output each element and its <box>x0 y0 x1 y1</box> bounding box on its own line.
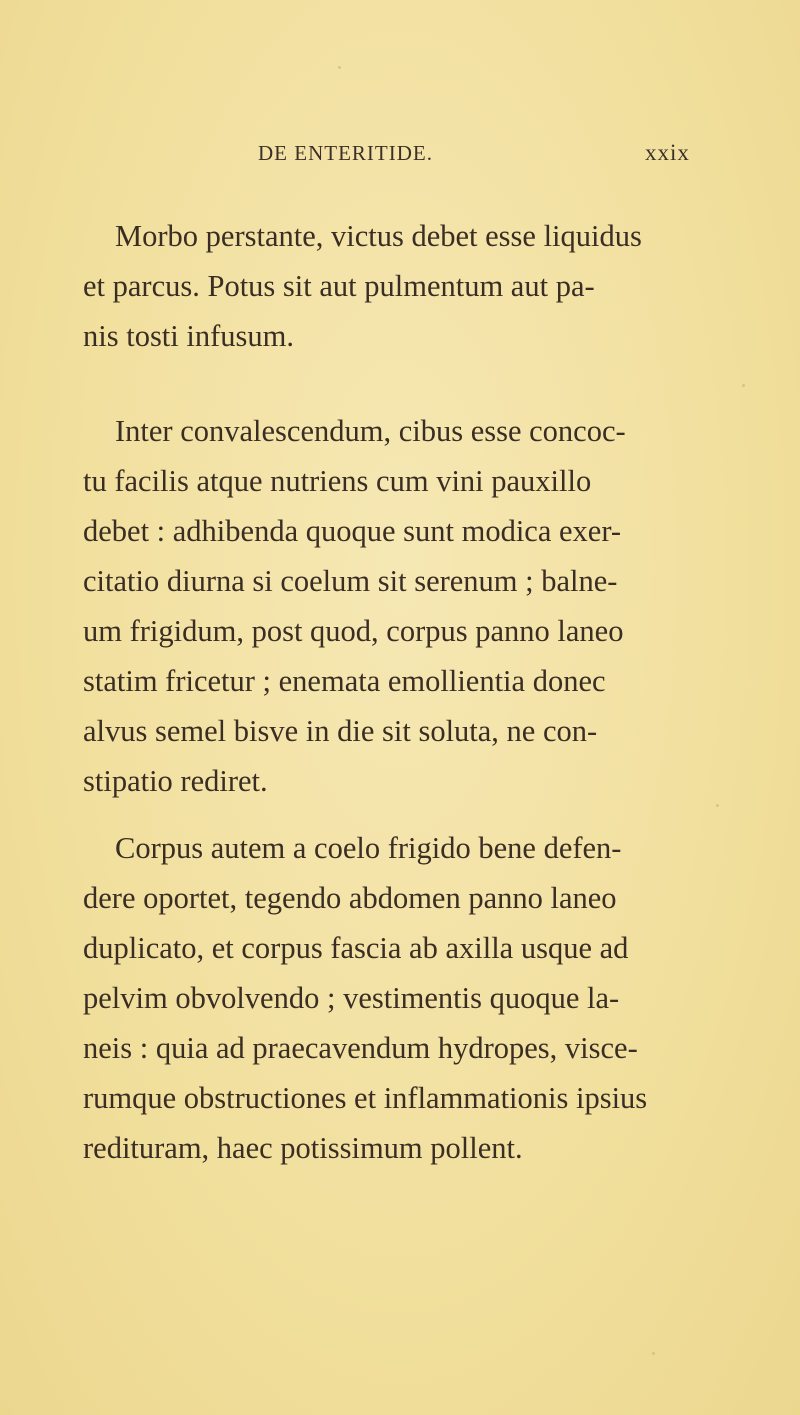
text-line: um frigidum, post quod, corpus panno laneo <box>83 614 624 648</box>
text-line: nis tosti infusum. <box>83 319 294 353</box>
paragraph-2 <box>83 406 743 806</box>
paper-speck <box>338 66 341 69</box>
text-line: pelvim obvolvendo ; vestimentis quoque la- <box>83 981 620 1015</box>
text-line: neis : quia ad praecavendum hydropes, visce- <box>83 1031 638 1065</box>
text-line: alvus semel bisve in die sit soluta, ne con- <box>83 714 598 748</box>
text-line: tu facilis atque nutriens cum vini pauxillo <box>83 464 592 498</box>
text-line: rumque obstructiones et inflammationis ipsius <box>83 1081 648 1115</box>
text-line: duplicato, et corpus fascia ab axilla usque ad <box>83 931 629 965</box>
paragraph-1 <box>83 211 743 361</box>
text-line: Corpus autem a coelo frigido bene defen- <box>115 831 622 865</box>
paper-speck <box>652 1352 655 1355</box>
page-number: xxix <box>645 140 690 165</box>
text-line: stipatio rediret. <box>83 764 268 798</box>
text-line: et parcus. Potus sit aut pulmentum aut pa- <box>83 269 595 303</box>
text-line: Inter convalescendum, cibus esse concoc- <box>115 414 626 448</box>
running-title: DE ENTERITIDE. <box>258 141 433 165</box>
text-line: redituram, haec potissimum pollent. <box>83 1131 523 1165</box>
paper-speck <box>716 804 719 807</box>
paper-speck <box>742 384 745 387</box>
text-line: Morbo perstante, victus debet esse liquidus <box>115 219 642 253</box>
text-line: statim fricetur ; enemata emollientia donec <box>83 664 606 698</box>
text-line: dere oportet, tegendo abdomen panno laneo <box>83 881 617 915</box>
paragraph-3 <box>83 823 743 1173</box>
text-line: citatio diurna si coelum sit serenum ; balne- <box>83 564 618 598</box>
running-head <box>258 141 708 171</box>
text-line: debet : adhibenda quoque sunt modica exer- <box>83 514 622 548</box>
